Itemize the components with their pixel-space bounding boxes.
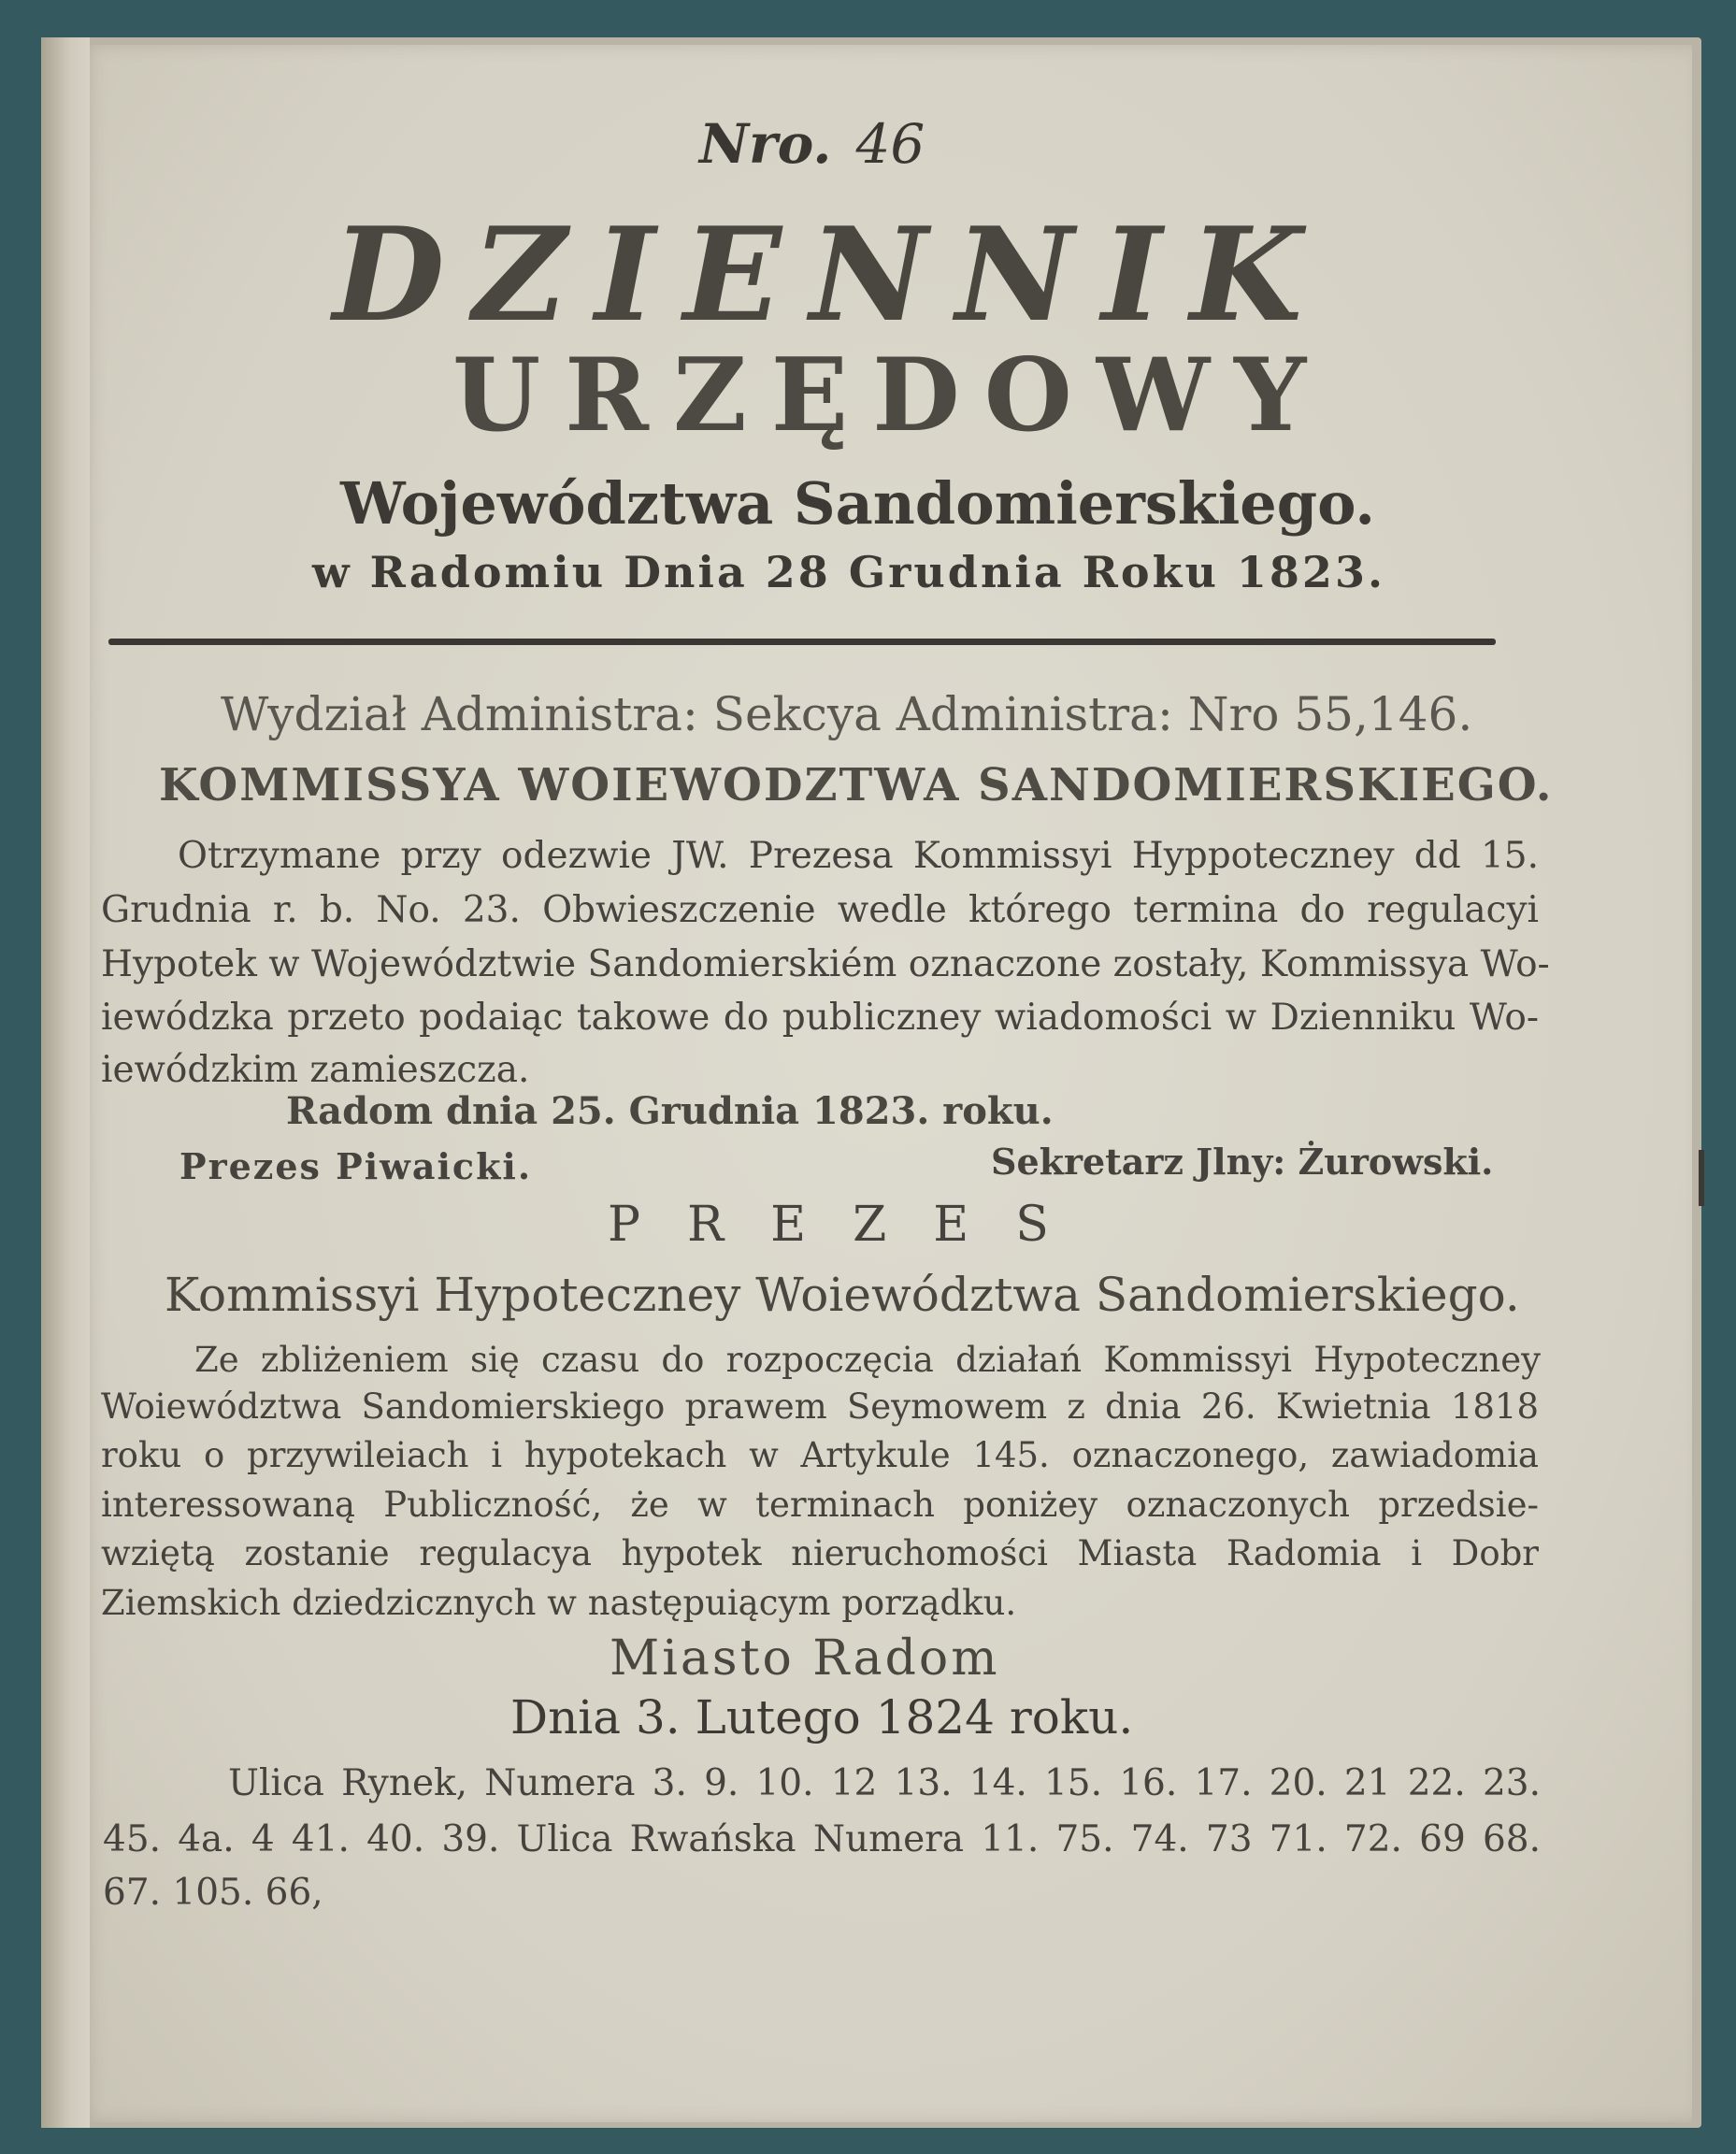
notice2-line: Woiewództwa Sandomierskiego prawem Seymowem z dnia 26. Kwietnia 1818 bbox=[101, 1386, 1539, 1427]
notice2-line: roku o przywileiach i hypotekach w Artykule 145. oznaczonego, zawiadomia bbox=[101, 1435, 1539, 1475]
notice2-subheading: Kommissyi Hypoteczney Woiewództwa Sandomierskiego. bbox=[165, 1268, 1520, 1322]
notice1-line: Otrzymane przy odezwie JW. Prezesa Kommissyi Hyppoteczney dd 15. bbox=[178, 835, 1539, 877]
notice1-line: iewódzka przeto podaiąc takowe do publiczney wiadomości w Dzienniku Wo- bbox=[101, 997, 1539, 1039]
notice2-date: Dnia 3. Lutego 1824 roku. bbox=[510, 1690, 1134, 1745]
notice2-line: interessowaną Publiczność, że w terminach poniżey oznaczonych przedsie- bbox=[101, 1485, 1539, 1525]
masthead-dateline: w Radomiu Dnia 28 Grudnia Roku 1823. bbox=[312, 547, 1385, 597]
notice1-department: Wydział Administra: Sekcya Administra: Nro 55,146. bbox=[221, 687, 1473, 741]
binding-spine bbox=[41, 37, 90, 2128]
notice1-secretary: Sekretarz Jlny: Żurowski. bbox=[991, 1141, 1494, 1183]
notice1-line: iewódzkim zamieszcza. bbox=[101, 1049, 530, 1091]
page-edge-mark bbox=[1699, 1150, 1704, 1206]
notice2-line: wziętą zostanie regulacya hypotek nieruchomości Miasta Radomia i Dobr bbox=[101, 1533, 1539, 1573]
masthead-rule bbox=[108, 639, 1496, 645]
masthead-region: Województwa Sandomierskiego. bbox=[340, 469, 1375, 538]
street-list-line: Ulica Rynek, Numera 3. 9. 10. 12 13. 14. 15. 16. 17. 20. 21 22. 23. bbox=[228, 1762, 1541, 1804]
street-list-line: 45. 4a. 4 41. 40. 39. Ulica Rwańska Numera 11. 75. 74. 73 71. 72. 69 68. bbox=[103, 1818, 1541, 1860]
issue-number bbox=[699, 112, 925, 176]
notice2-town: Miasto Radom bbox=[610, 1630, 1000, 1687]
notice2-heading: PREZES bbox=[608, 1197, 1096, 1253]
notice1-line: Grudnia r. b. No. 23. Obwieszczenie wedle którego termina do regulacyi bbox=[101, 889, 1539, 931]
issue-number-value: 46 bbox=[855, 112, 925, 176]
notice1-line: Hypotek w Województwie Sandomierskiém oznaczone zostały, Kommissya Wo- bbox=[101, 943, 1550, 985]
street-list-line: 67. 105. 66, bbox=[103, 1872, 323, 1914]
issue-number-label: Nro. bbox=[699, 112, 832, 176]
notice1-president: Prezes Piwaicki. bbox=[179, 1145, 533, 1187]
masthead-subtitle: URZĘDOWY bbox=[452, 337, 1331, 454]
masthead-title: DZIENNIK bbox=[333, 198, 1330, 351]
notice1-authority: KOMMISSYA WOIEWODZTWA SANDOMIERSKIEGO. bbox=[159, 759, 1554, 811]
notice2-line: Ze zbliżeniem się czasu do rozpoczęcia działań Kommissyi Hypoteczney bbox=[194, 1340, 1541, 1380]
notice2-line: Ziemskich dziedzicznych w następuiącym porządku. bbox=[101, 1583, 1017, 1623]
notice1-place-date: Radom dnia 25. Grudnia 1823. roku. bbox=[286, 1089, 1054, 1133]
